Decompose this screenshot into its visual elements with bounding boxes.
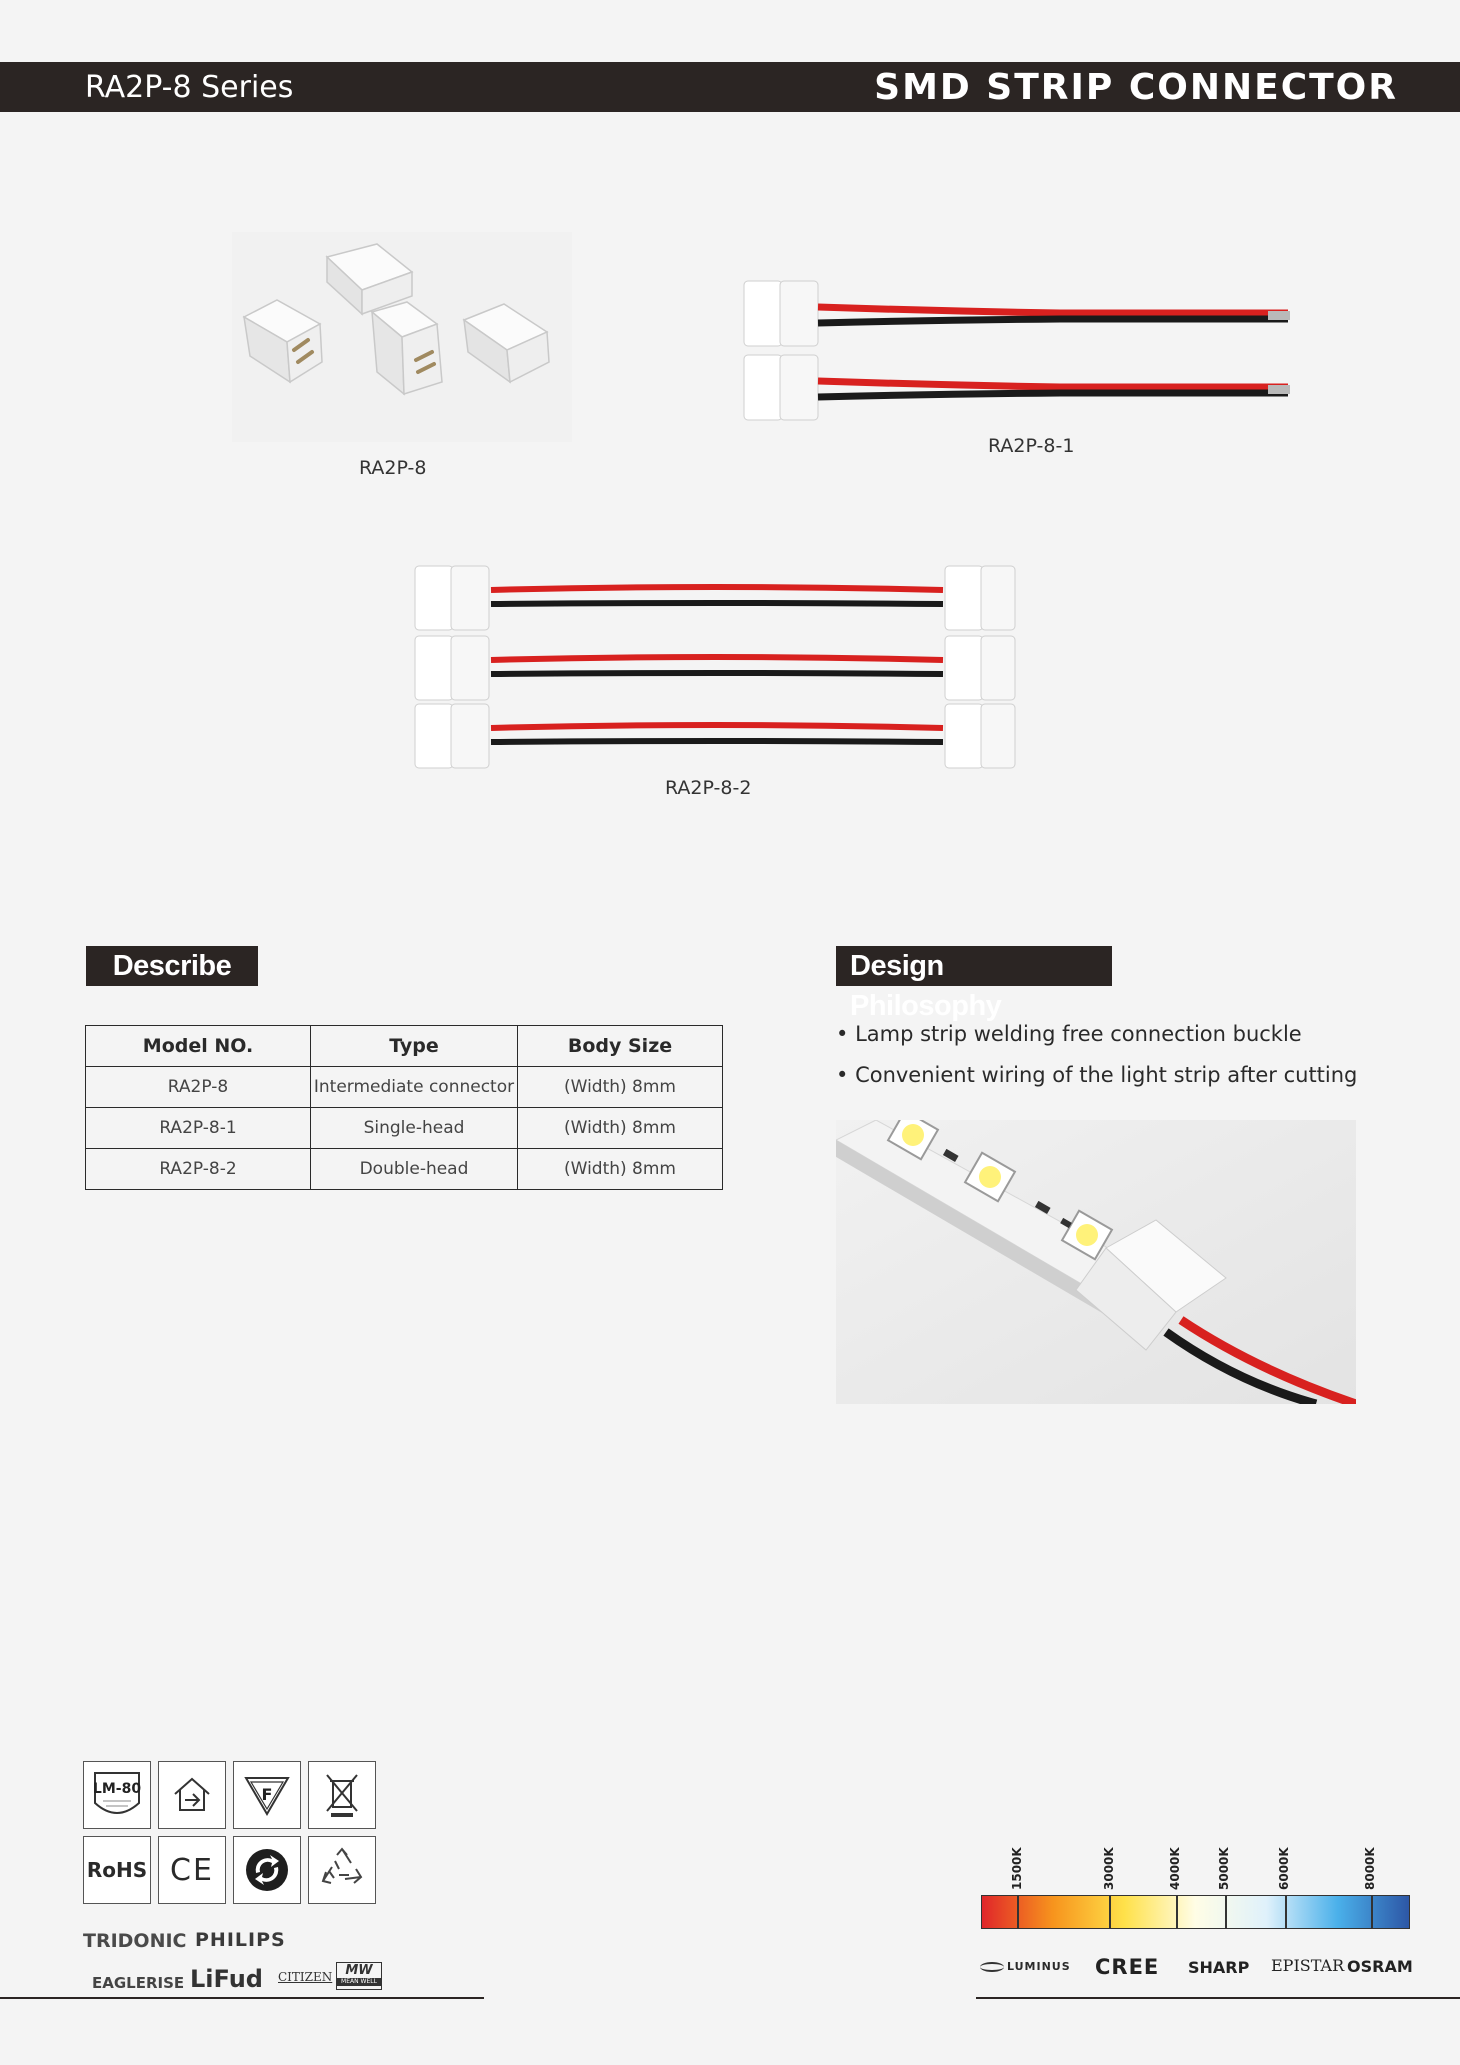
spec-table (85, 1025, 723, 1190)
cct-tick-label: 8000K (1363, 1847, 1377, 1890)
product-image-ra2p-8-1 (740, 275, 1300, 425)
document-category: SMD STRIP CONNECTOR (874, 67, 1398, 108)
table-cell: Single-head (311, 1108, 518, 1149)
bullet-text: Convenient wiring of the light strip after cutting (855, 1063, 1358, 1087)
led-strip-photo (836, 1120, 1356, 1404)
section-title-design-philosophy: Design Philosophy (836, 946, 1112, 986)
cct-tick-label: 4000K (1168, 1847, 1182, 1890)
brand-lifud: LiFud (190, 1965, 263, 1993)
footer-rule-left (0, 1997, 484, 1999)
product-image-ra2p-8 (232, 232, 572, 442)
table-cell: RA2P-8-1 (86, 1108, 311, 1149)
table-row (86, 1067, 723, 1108)
brand-meanwell: MW MEAN WELL (336, 1962, 382, 1990)
series-title: RA2P-8 Series (85, 70, 294, 105)
brand-meanwell-label: MEAN WELL (337, 1978, 381, 1986)
brand-sharp: SHARP (1188, 1958, 1250, 1977)
caption-ra2p-8-2: RA2P-8-2 (665, 777, 752, 799)
table-cell: Intermediate connector (311, 1067, 518, 1108)
brand-citizen: CITIZEN (278, 1970, 333, 1984)
brand-luminus (980, 1960, 1071, 1973)
product-image-ra2p-8-2 (413, 562, 1018, 772)
rohs-label: RoHS (86, 1858, 148, 1882)
color-temperature-scale (980, 1840, 1410, 1900)
column-header: Body Size (518, 1026, 723, 1067)
table-cell: (Width) 8mm (518, 1108, 723, 1149)
green-dot-icon (233, 1836, 301, 1904)
brand-philips: PHILIPS (195, 1929, 286, 1951)
lm80-icon (83, 1761, 151, 1829)
bullet-item: • Convenient wiring of the light strip after cutting (836, 1063, 1358, 1087)
design-bullet-list (836, 1018, 1357, 1100)
cct-tick-label: 6000K (1277, 1847, 1291, 1890)
cct-gradient-bar (981, 1895, 1410, 1929)
bullet-text: Lamp strip welding free connection buckle (855, 1022, 1302, 1046)
bullet-item: • Lamp strip welding free connection buckle (836, 1022, 1302, 1046)
brand-osram: OSRAM (1347, 1957, 1413, 1976)
table-row (86, 1108, 723, 1149)
column-header: Model NO. (86, 1026, 311, 1067)
column-header: Type (311, 1026, 518, 1067)
section-title-describe: Describe (86, 946, 258, 986)
cct-tick-label: 5000K (1217, 1847, 1231, 1890)
table-cell: RA2P-8-2 (86, 1149, 311, 1190)
brand-epistar: EPISTAR (1271, 1956, 1345, 1975)
ce-label: CE (170, 1852, 214, 1888)
footer-rule-right (976, 1997, 1460, 1999)
rohs-icon (83, 1836, 151, 1904)
weee-bin-icon (308, 1761, 376, 1829)
brand-luminus-label: LUMINUS (1007, 1960, 1071, 1973)
table-cell: Double-head (311, 1149, 518, 1190)
cct-tick-label: 1500K (1010, 1847, 1024, 1890)
table-cell: RA2P-8 (86, 1067, 311, 1108)
table-cell: (Width) 8mm (518, 1149, 723, 1190)
f-mark-icon (233, 1761, 301, 1829)
indoor-use-icon (158, 1761, 226, 1829)
recycle-icon (308, 1836, 376, 1904)
brand-tridonic: TRIDONIC (83, 1930, 187, 1952)
lm80-label: LM-80 (92, 1781, 142, 1797)
table-row (86, 1149, 723, 1190)
brand-eaglerise: EAGLERISE (92, 1974, 185, 1992)
ce-icon (158, 1836, 226, 1904)
cct-tick-label: 3000K (1102, 1847, 1116, 1890)
svg-text:F: F (261, 1785, 273, 1804)
brand-cree: CREE (1095, 1955, 1160, 1979)
caption-ra2p-8: RA2P-8 (359, 457, 427, 479)
table-cell: (Width) 8mm (518, 1067, 723, 1108)
table-header-row (86, 1026, 723, 1067)
caption-ra2p-8-1: RA2P-8-1 (988, 435, 1075, 457)
